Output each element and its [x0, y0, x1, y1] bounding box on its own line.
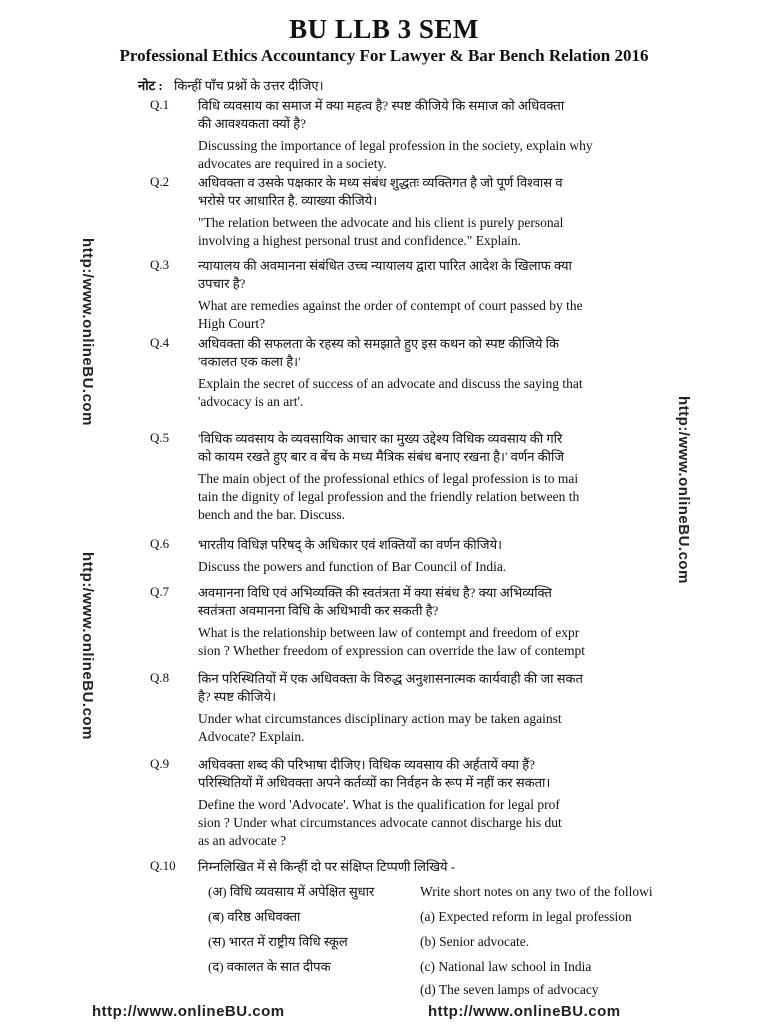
note-text: किन्हीं पाँच प्रश्नों के उत्तर दीजिए।: [173, 78, 324, 93]
watermark-right: http:/www.onlineBU.com: [675, 396, 692, 584]
question-number: Q.6: [150, 536, 170, 551]
question-english-line: bench and the bar. Discuss.: [198, 507, 345, 522]
question-10: [150, 858, 710, 876]
question-hindi-line: अधिवक्ता शब्द की परिभाषा दीजिए। विधिक व्यवसाय की अर्हतायें क्या हैं?: [198, 757, 535, 772]
question-number: Q.8: [150, 670, 170, 685]
option-row: [208, 932, 728, 957]
question-english-line: Define the word 'Advocate'. What is the qualification for legal prof: [198, 797, 560, 812]
question-english-line: Advocate? Explain.: [198, 729, 305, 744]
question-hindi-line: की आवश्यकता क्यों है?: [198, 116, 306, 131]
question-english-line: involving a highest personal trust and confidence." Explain.: [198, 233, 522, 248]
question-english-line: sion ? Whether freedom of expression can override the law of contempt: [198, 643, 585, 658]
option-hindi: (द) वकालत के सात दीपक: [208, 959, 331, 974]
option-hindi: (ब) वरिष्ठ अधिवक्ता: [208, 909, 301, 924]
watermark-left-lower: http:/www.onlineBU.com: [79, 552, 96, 740]
question-9: [150, 756, 660, 850]
question-5: [150, 430, 660, 524]
question-english-line: The main object of the professional ethics of legal profession is to mai: [198, 471, 579, 486]
watermark-left-upper: http:/www.onlineBU.com: [79, 238, 96, 426]
question-english-line: Under what circumstances disciplinary action may be taken against: [198, 711, 562, 726]
question-english-line: "The relation between the advocate and his client is purely personal: [198, 215, 564, 230]
question-number: Q.3: [150, 257, 170, 272]
question-hindi-line: अवमानना विधि एवं अभिव्यक्ति की स्वतंत्रता में क्या संबंध है? क्या अभिव्यक्ति: [198, 585, 552, 600]
question-english-line: advocates are required in a society.: [198, 156, 387, 171]
note-label: नोट :: [138, 78, 163, 93]
question-2: [150, 174, 660, 250]
option-english: (a) Expected reform in legal profession: [420, 909, 632, 924]
question-hindi-line: विधि व्यवसाय का समाज में क्या महत्व है? स्पष्ट कीजिये कि समाज को अधिवक्ता: [198, 98, 565, 113]
q10-options: [208, 882, 728, 1007]
option-row: [208, 957, 728, 982]
question-hindi-line: परिस्थितियों में अधिवक्ता अपने कर्तव्यों का निर्वहन के रूप में नहीं कर सकता।: [198, 775, 551, 790]
question-6: [150, 536, 660, 576]
question-english-line: What are remedies against the order of contempt of court passed by the: [198, 298, 583, 313]
question-hindi-line: 'वकालत एक कला है।': [198, 354, 301, 369]
question-english-line: tain the dignity of legal profession and the friendly relation between th: [198, 489, 580, 504]
question-english-line: 'advocacy is an art'.: [198, 394, 304, 409]
page-title: BU LLB 3 SEM: [289, 14, 479, 44]
question-number: Q.5: [150, 430, 170, 445]
question-number: Q.7: [150, 584, 170, 599]
option-english-intro: Write short notes on any two of the followi: [420, 884, 653, 899]
question-english-line: What is the relationship between law of contempt and freedom of expr: [198, 625, 580, 640]
question-hindi-line: को कायम रखते हुए बार व बेंच के मध्य मैत्रिक संबंध बनाए रखना है।' वर्णन कीजि: [198, 449, 565, 464]
question-english-line: sion ? Under what circumstances advocate cannot discharge his dut: [198, 815, 562, 830]
question-number: Q.9: [150, 756, 170, 771]
question-8: [150, 670, 660, 746]
question-english-line: Explain the secret of success of an advocate and discuss the saying that: [198, 376, 583, 391]
question-number: Q.10: [150, 858, 176, 873]
question-english-line: Discussing the importance of legal profession in the society, explain why: [198, 138, 593, 153]
question-english-line: as an advocate ?: [198, 833, 287, 848]
question-hindi-line: न्यायालय की अवमानना संबंधित उच्च न्यायालय द्वारा पारित आदेश के खिलाफ क्या: [198, 258, 572, 273]
question-hindi-line: भरोसे पर आधारित है. व्याख्या कीजिये।: [198, 193, 378, 208]
question-number: Q.2: [150, 174, 170, 189]
question-hindi-line: किन परिस्थितियों में एक अधिवक्ता के विरुद्ध अनुशासनात्मक कार्यवाही की जा सकत: [198, 671, 583, 686]
option-hindi: (अ) विधि व्यवसाय में अपेक्षित सुधार: [208, 884, 375, 899]
question-number: Q.4: [150, 335, 170, 350]
watermark-bottom-right: http://www.onlineBU.com: [428, 1003, 621, 1020]
option-english: (c) National law school in India: [420, 959, 592, 974]
question-hindi-line: अधिवक्ता व उसके पक्षकार के मध्य संबंध शुद्धतः व्यक्तिगत है जो पूर्ण विश्वास व: [198, 175, 563, 190]
question-english-line: High Court?: [198, 316, 266, 331]
question-3: [150, 257, 660, 333]
question-hindi-line: भारतीय विधिज्ञ परिषद् के अधिकार एवं शक्तियों का वर्णन कीजिये।: [198, 537, 503, 552]
option-hindi: (स) भारत में राष्ट्रीय विधि स्कूल: [208, 934, 348, 949]
question-hindi-line: उपचार है?: [198, 276, 246, 291]
option-english: (d) The seven lamps of advocacy: [420, 982, 599, 997]
instruction-note: [138, 76, 324, 94]
page-subtitle: Professional Ethics Accountancy For Lawyer & Bar Bench Relation 2016: [119, 46, 649, 65]
question-4: [150, 335, 660, 411]
question-english-line: Discuss the powers and function of Bar Council of India.: [198, 559, 507, 574]
option-row: [208, 907, 728, 932]
question-7: [150, 584, 660, 660]
question-number: Q.1: [150, 97, 170, 112]
option-row: [208, 882, 728, 907]
option-english: (b) Senior advocate.: [420, 934, 530, 949]
question-hindi-line: 'विधिक व्यवसाय के व्यवसायिक आचार का मुख्य उद्देश्य विधिक व्यवसाय की गरि: [198, 431, 563, 446]
question-1: [150, 97, 660, 173]
watermark-bottom-left: http://www.onlineBU.com: [92, 1003, 285, 1020]
question-hindi-line: निम्नलिखित में से किन्हीं दो पर संक्षिप्त टिप्पणी लिखिये -: [198, 859, 456, 874]
question-hindi-line: स्वतंत्रता अवमानना विधि के अधिभावी कर सकती है?: [198, 603, 439, 618]
question-hindi-line: है? स्पष्ट कीजिये।: [198, 689, 277, 704]
question-hindi-line: अधिवक्ता की सफलता के रहस्य को समझाते हुए इस कथन को स्पष्ट कीजिये कि: [198, 336, 559, 351]
